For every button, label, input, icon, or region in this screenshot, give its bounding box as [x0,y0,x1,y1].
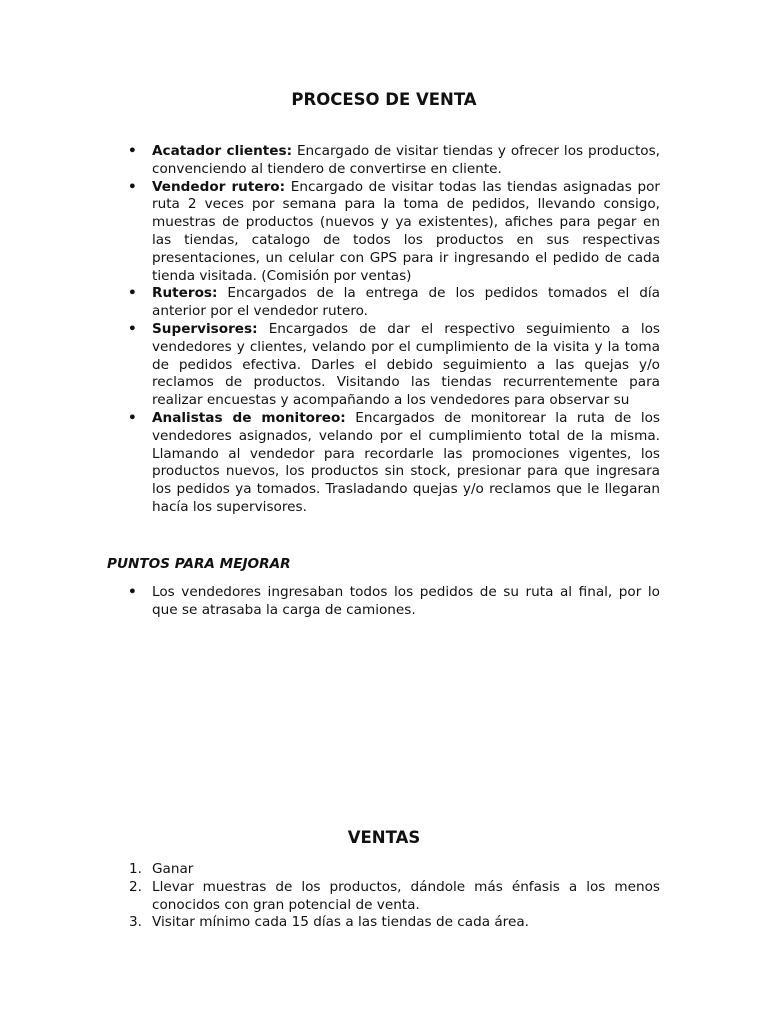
page-title: PROCESO DE VENTA [291,90,477,109]
bullet-icon: • [128,285,137,302]
bullet-icon: • [128,143,137,159]
role-description: Encargados de monitorear la ruta de los vendedores asignados, velando por el cumplimiento total de la misma. Llamando al vendedor para recordarle las promociones vigentes, los productos nuevos, los productos sin stock, presionar para que ingresara los pedidos ya tomados. Trasladando quejas y/o reclamos que le llegaran hacía los supervisores. [152,409,660,515]
role-description: Encargados de dar el respectivo seguimiento a los vendedores y clientes, velando por el cumplimiento de la visita y la toma de pedidos efectiva. Darles el debido seguimiento a las quejas y/o reclamos de productos. Visitando las tiendas recurrentemente para realizar encuestas y acompañando a los vendedores para observar su [152,320,661,409]
role-term: Vendedor rutero: [152,178,286,195]
role-description: Encargados de la entrega de los pedidos tomados el día anterior por el vendedor rutero. [152,285,660,320]
role-term: Supervisores: [152,320,258,337]
step-text: Visitar mínimo cada 15 días a las tiendas de cada área. [152,914,529,931]
roles-list [128,143,661,517]
improvement-text: Los vendedores ingresaban todos los pedidos de su ruta al final, por lo que se atrasaba la carga de camiones. [152,584,660,618]
list-item [129,878,660,915]
list-item [128,320,661,410]
role-term: Ruteros: [152,285,218,302]
step-text: Llevar muestras de los productos, dándole más énfasis a los menos conocidos con gran potencial de venta. [152,878,660,913]
step-text: Ganar [152,861,194,877]
list-item [128,285,660,321]
sales-title: VENTAS [347,828,421,847]
bullet-icon: • [128,584,137,600]
role-term: Acatador clientes: [152,143,293,159]
role-description: Encargado de visitar tiendas y ofrecer los productos, convenciendo al tiendero de convertirse en cliente. [152,143,661,177]
list-item [128,178,660,286]
role-description: Encargado de visitar todas las tiendas asignadas por ruta 2 veces por semana para la toma de pedidos, llevando consigo, muestras de productos (nuevos y ya existentes), afiches para pegar en las tiendas, catalogo de todos los productos en sus respectivas presentaciones, un celular con GPS para ir ingresando el pedido de cada tienda visitada. (Comisión por ventas) [152,178,660,284]
bullet-icon: • [128,178,137,195]
list-item [128,584,660,620]
list-item [129,914,660,932]
role-term: Analistas de monitoreo: [152,409,346,426]
bullet-icon: • [128,320,137,337]
improvement-list [128,584,660,620]
step-number: 1. [129,861,142,877]
sales-steps-list [129,861,660,932]
list-item [128,409,660,517]
step-number: 2. [129,878,142,895]
list-item [128,143,661,179]
improvement-heading: PUNTOS PARA MEJORAR [107,556,291,572]
bullet-icon: • [128,409,137,426]
list-item [129,861,660,879]
step-number: 3. [129,914,142,931]
